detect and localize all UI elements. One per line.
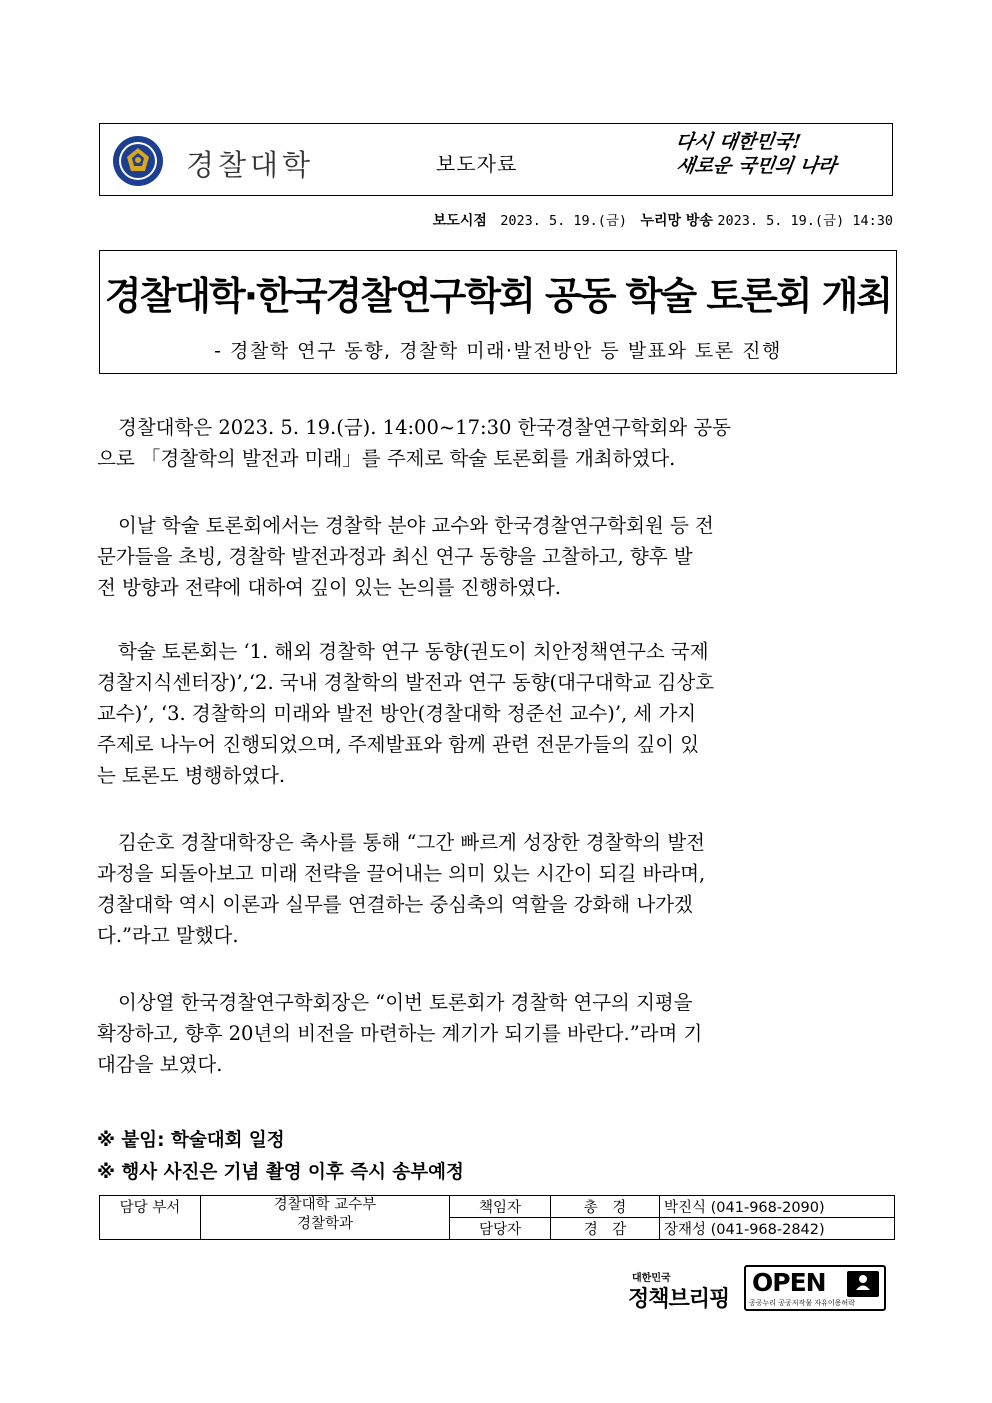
- release-info: [433, 209, 893, 230]
- rank-cell: 경 감: [551, 1218, 660, 1240]
- role-cell: 책임자: [450, 1196, 551, 1218]
- paragraph-5: [97, 987, 895, 1080]
- paragraph-line: 경찰지식센터장)’,‘2. 국내 경찰학의 발전과 연구 동향(대구대학교 김상호: [97, 671, 715, 694]
- note-attachment: ※ 붙임: 학술대회 일정: [97, 1130, 285, 1151]
- paragraph-line: 교수)’, ‘3. 경찰학의 미래와 발전 방안(경찰대학 정준선 교수)’, 세 가지: [97, 702, 697, 725]
- paragraph-line: 경찰대학 역시 이론과 실무를 연결하는 중심축의 역할을 강화해 나가겠: [97, 893, 693, 916]
- person-cell: 장재성 (041-968-2842): [660, 1218, 895, 1240]
- dept-label: 담당 부서: [100, 1196, 201, 1240]
- paragraph-4: [97, 827, 895, 951]
- person-icon: [847, 1271, 879, 1297]
- paragraph-line: 과정을 되돌아보고 미래 전략을 끌어내는 의미 있는 시간이 되길 바라며,: [97, 862, 706, 885]
- table-row: [100, 1196, 895, 1218]
- release-label: 보도시점: [432, 213, 487, 229]
- header-box: [99, 123, 893, 196]
- briefing-main-text: 정책브리핑: [628, 1287, 730, 1312]
- kogl-open-badge: [744, 1265, 886, 1311]
- paragraph-line: 대감을 보였다.: [97, 1053, 223, 1076]
- nuri-date: 2023. 5. 19.(금) 14:30: [717, 213, 893, 229]
- slogan-line-2: 새로운 국민의 나라: [674, 155, 838, 177]
- policy-briefing-logo: [628, 1269, 738, 1313]
- org-name: 경찰대학: [186, 148, 315, 182]
- paragraph-line: 학술 토론회는 ‘1. 해외 경찰학 연구 동향(권도이 치안정책연구소 국제: [118, 640, 709, 663]
- dept-line-1: 경찰대학 교수부: [273, 1197, 377, 1213]
- paragraph-line: 김순호 경찰대학장은 축사를 통해 “그간 빠르게 성장한 경찰학의 발전: [118, 831, 705, 854]
- open-text: OPEN: [752, 1268, 826, 1297]
- contact-table: [99, 1195, 895, 1240]
- paragraph-line: 문가들을 초빙, 경찰학 발전과정과 최신 연구 동향을 고찰하고, 향후 발: [97, 545, 693, 568]
- dept-name: [201, 1196, 450, 1240]
- release-date: 2023. 5. 19.(금): [500, 213, 628, 229]
- paragraph-line: 으로 「경찰학의 발전과 미래」를 주제로 학술 토론회를 개최하였다.: [97, 447, 676, 470]
- doc-type-label: 보도자료: [436, 152, 518, 176]
- paragraph-3: [97, 636, 895, 791]
- paragraph-line: 이상열 한국경찰연구학회장은 “이번 토론회가 경찰학 연구의 지평을: [118, 991, 693, 1014]
- paragraph-line: 이날 학술 토론회에서는 경찰학 분야 교수와 한국경찰연구학회원 등 전: [118, 514, 714, 537]
- slogan-line-1: 다시 대한민국!: [674, 131, 803, 153]
- subtitle: - 경찰학 연구 동향, 경찰학 미래·발전방안 등 발표와 토론 진행: [214, 340, 782, 362]
- paragraph-line: 는 토론도 병행하였다.: [97, 764, 286, 787]
- briefing-top-text: 대한민국: [632, 1273, 671, 1284]
- rank-cell: 총 경: [551, 1196, 660, 1218]
- paragraph-line: 확장하고, 향후 20년의 비전을 마련하는 계기가 되기를 바란다.”라며 기: [97, 1022, 703, 1045]
- paragraph-2: [97, 510, 895, 603]
- open-subtext: 공공누리 공공저작물 자유이용허락: [749, 1299, 855, 1307]
- page-title: 경찰대학·한국경찰연구학회 공동 학술 토론회 개최: [104, 274, 892, 318]
- paragraph-line: 주제로 나누어 진행되었으며, 주제발표와 함께 관련 전문가들의 깊이 있: [97, 733, 700, 756]
- paragraph-line: 경찰대학은 2023. 5. 19.(금). 14:00~17:30 한국경찰연구학회와 공동: [118, 416, 732, 439]
- slogan: [671, 130, 888, 178]
- nuri-label: 누리망 방송: [640, 213, 713, 229]
- dept-line-2: 경찰학과: [296, 1216, 354, 1232]
- note-photos: ※ 행사 사진은 기념 촬영 이후 즉시 송부예정: [97, 1162, 464, 1183]
- attribution-icon: [847, 1271, 879, 1297]
- paragraph-line: 다.”라고 말했다.: [97, 924, 239, 947]
- police-university-emblem-icon: [112, 135, 164, 187]
- paragraph-1: [97, 412, 895, 474]
- paragraph-line: 전 방향과 전략에 대하여 깊이 있는 논의를 진행하였다.: [97, 576, 562, 599]
- person-cell: 박진식 (041-968-2090): [660, 1196, 895, 1218]
- role-cell: 담당자: [450, 1218, 551, 1240]
